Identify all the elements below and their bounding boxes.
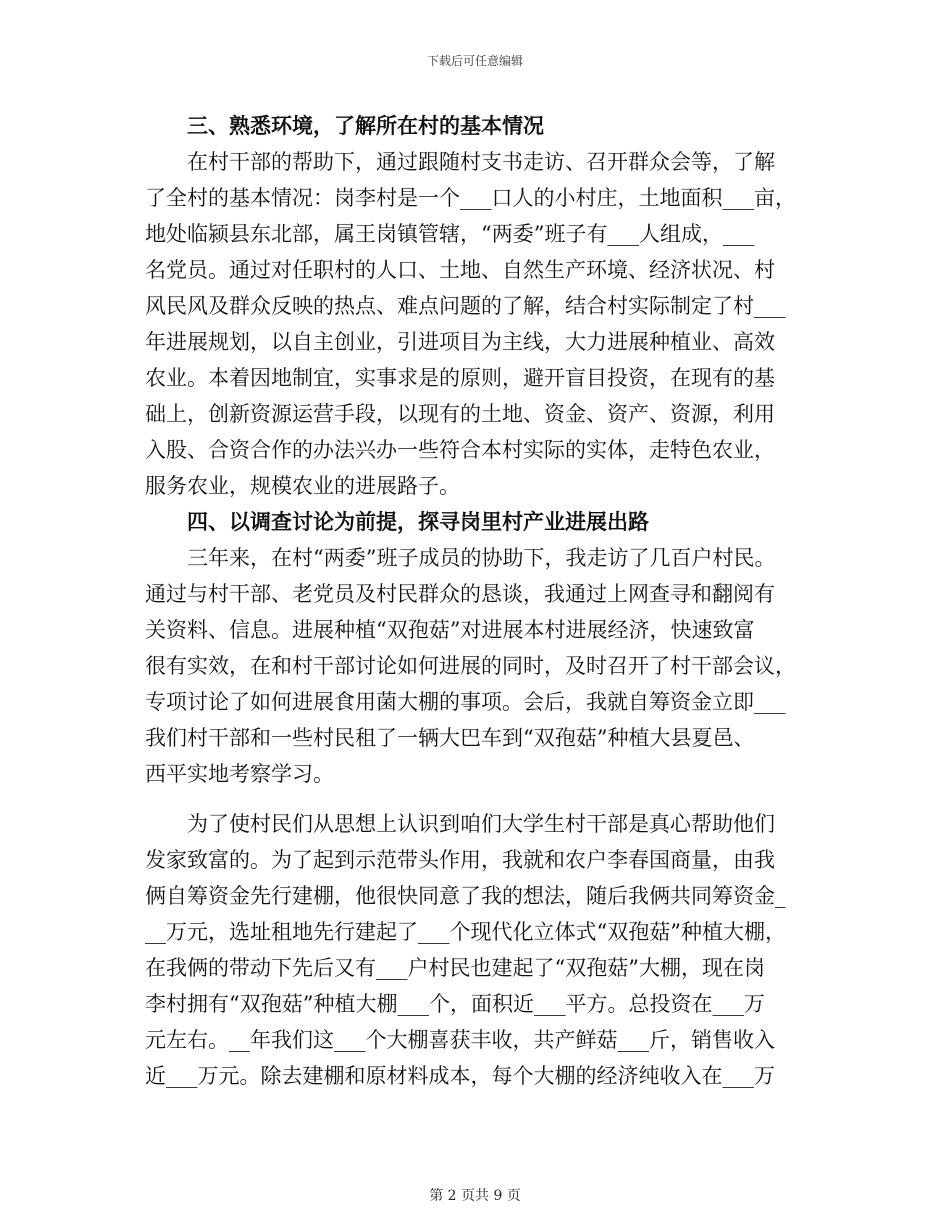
text-line: 近___万元。除去建棚和原材料成本，每个大棚的经济纯收入在___万	[145, 1064, 775, 1088]
text-line: 了全村的基本情况：岗李村是一个___口人的小村庄，土地面积___亩，	[145, 186, 796, 210]
text-line: 在村干部的帮助下，通过跟随村支书走访、召开群众会等，了解	[187, 150, 775, 174]
text-line: 三年来，在村“两委”班子成员的协助下，我走访了几百户村民。	[187, 546, 776, 570]
text-line: 服务农业，规模农业的进展路子。	[145, 474, 460, 498]
section-4-paragraph-2	[145, 806, 805, 1094]
text-line: 关资料、信息。进展种植“双孢菇”对进展本村进展经济，快速致富	[145, 618, 755, 642]
text-line: 很有实效，在和村干部讨论如何进展的同时，及时召开了村干部会议，	[145, 654, 796, 678]
text-line: 俩自筹资金先行建棚，他很快同意了我的想法，随后我俩共同筹资金_	[145, 884, 786, 908]
text-line: 李村拥有“双孢菇”种植大棚___个，面积近___平方。总投资在___万	[145, 992, 765, 1016]
text-line: 入股、合资合作的办法兴办一些符合本村实际的实体，走特色农业，	[145, 438, 775, 462]
text-line: 础上，创新资源运营手段，以现有的土地、资金、资产、资源，利用	[145, 402, 775, 426]
text-line: 我们村干部和一些村民租了一辆大巴车到“双孢菇”种植大县夏邑、	[145, 726, 755, 750]
document-body	[145, 108, 805, 1094]
section-heading: 四、以调查讨论为前提，探寻岗里村产业进展出路	[187, 509, 649, 534]
text-line: 为了使村民们从思想上认识到咱们大学生村干部是真心帮助他们	[187, 812, 775, 836]
text-line: 风民风及群众反映的热点、难点问题的了解，结合村实际制定了村___	[145, 294, 786, 318]
text-line: 农业。本着因地制宜，实事求是的原则，避开盲目投资，在现有的基	[145, 366, 775, 390]
section-3-paragraph	[145, 144, 805, 504]
text-line: 地处临颍县东北部，属王岗镇管辖，“两委”班子有___人组成，___	[145, 222, 755, 246]
text-line: 通过与村干部、老党员及村民群众的恳谈，我通过上网查寻和翻阅有	[145, 582, 775, 606]
text-line: 年进展规划，以自主创业，引进项目为主线，大力进展种植业、高效	[145, 330, 775, 354]
text-line: 名党员。通过对任职村的人口、土地、自然生产环境、经济状况、村	[145, 258, 775, 282]
text-line: 西平实地考察学习。	[145, 762, 334, 786]
text-line: 元左右。__年我们这___个大棚喜获丰收，共产鲜菇___斤，销售收入	[145, 1028, 775, 1052]
section-heading: 三、熟悉环境，了解所在村的基本情况	[187, 113, 544, 138]
page-footer: 第 2 页共 9 页	[429, 1188, 521, 1204]
paragraph-gap	[145, 792, 805, 806]
text-line: 专项讨论了如何进展食用菌大棚的事项。会后，我就自筹资金立即___	[145, 690, 786, 714]
text-line: __万元，选址租地先行建起了___个现代化立体式“双孢菇”种植大棚，	[145, 920, 786, 944]
page-header: 下载后可任意编辑	[426, 54, 523, 68]
section-4-paragraph-1	[145, 540, 805, 792]
text-line: 在我俩的带动下先后又有___户村民也建起了“双孢菇”大棚，现在岗	[145, 956, 765, 980]
text-line: 发家致富的。为了起到示范带头作用，我就和农户李春国商量，由我	[145, 848, 775, 872]
